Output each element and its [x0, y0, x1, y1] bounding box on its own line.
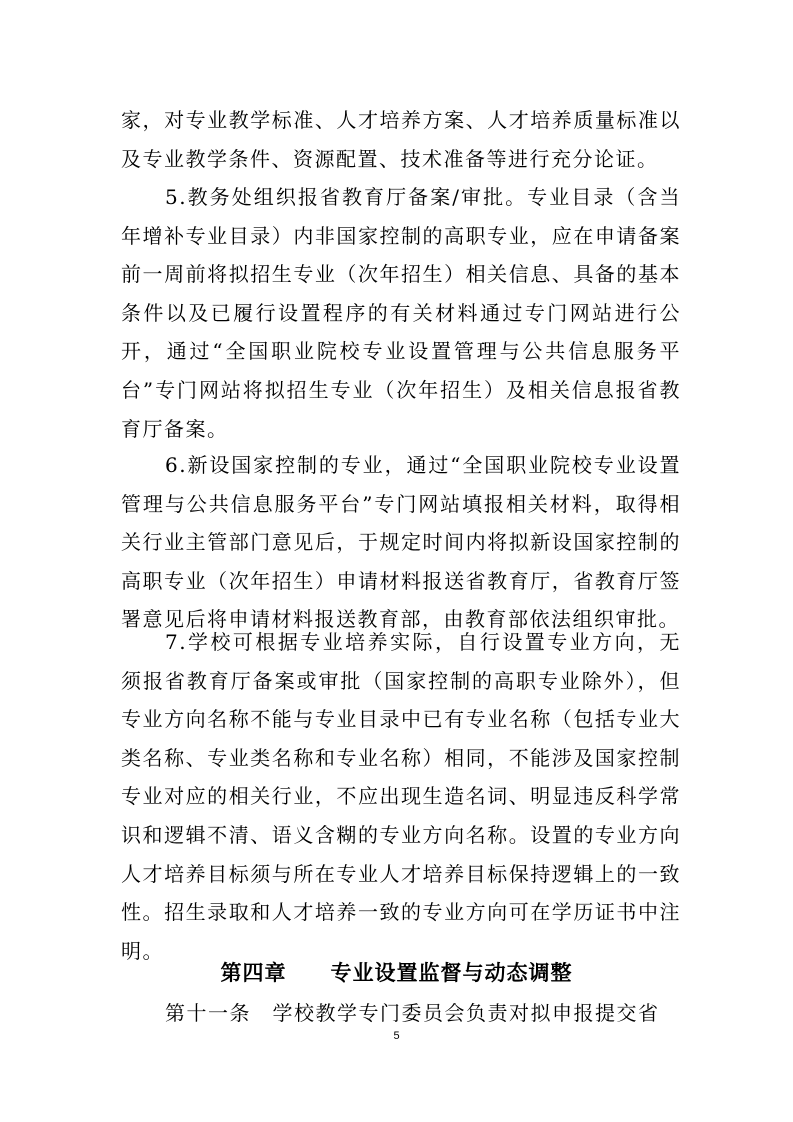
paragraph-continuation [121, 101, 681, 178]
paragraph-article-11 [121, 994, 681, 1033]
paragraph-text: 6.新设国家控制的专业，通过“全国职业院校专业设置管理与公共信息服务平台”专门网站填报相关材料，取得相关行业主管部门意见后，于规定时间内将拟新设国家控制的高职专业（次年招生）申请材料报送省教育厅，省教育厅签署意见后将申请材料报送教育部，由教育部依法组织审批。 [121, 453, 681, 632]
paragraph-text: 5.教务处组织报省教育厅备案/审批。专业目录（含当年增补专业目录）内非国家控制的高职专业，应在申请备案前一周前将拟招生专业（次年招生）相关信息、具备的基本条件以及已履行设置程序的有关材料通过专门网站进行公开，通过“全国职业院校专业设置管理与公共信息服务平台”专门网站将拟招生专业（次年招生）及相关信息报省教育厅备案。 [121, 185, 681, 441]
paragraph-text: 7.学校可根据专业培养实际，自行设置专业方向，无须报省教育厅备案或审批（国家控制的高职专业除外），但专业方向名称不能与专业目录中已有专业名称（包括专业大类名称、专业类名称和专业名称）相同，不能涉及国家控制专业对应的相关行业，不应出现生造名词、明显违反科学常识和逻辑不清、语义含糊的专业方向名称。设置的专业方向人才培养目标须与所在专业人才培养目标保持逻辑上的一致性。招生录取和人才培养一致的专业方向可在学历证书中注明。 [121, 630, 681, 963]
paragraph-text: 家，对专业教学标准、人才培养方案、人才培养质量标准以及专业教学条件、资源配置、技术准备等进行充分论证。 [121, 108, 681, 171]
chapter-heading: 第四章 专业设置监督与动态调整 [220, 961, 573, 985]
paragraph-item-5 [121, 178, 681, 448]
paragraph-item-6 [121, 446, 681, 639]
paragraph-text: 第十一条 学校教学专门委员会负责对拟申报提交省 [165, 1001, 660, 1025]
page-number: 5 [393, 1030, 400, 1042]
paragraph-item-7 [121, 623, 681, 970]
